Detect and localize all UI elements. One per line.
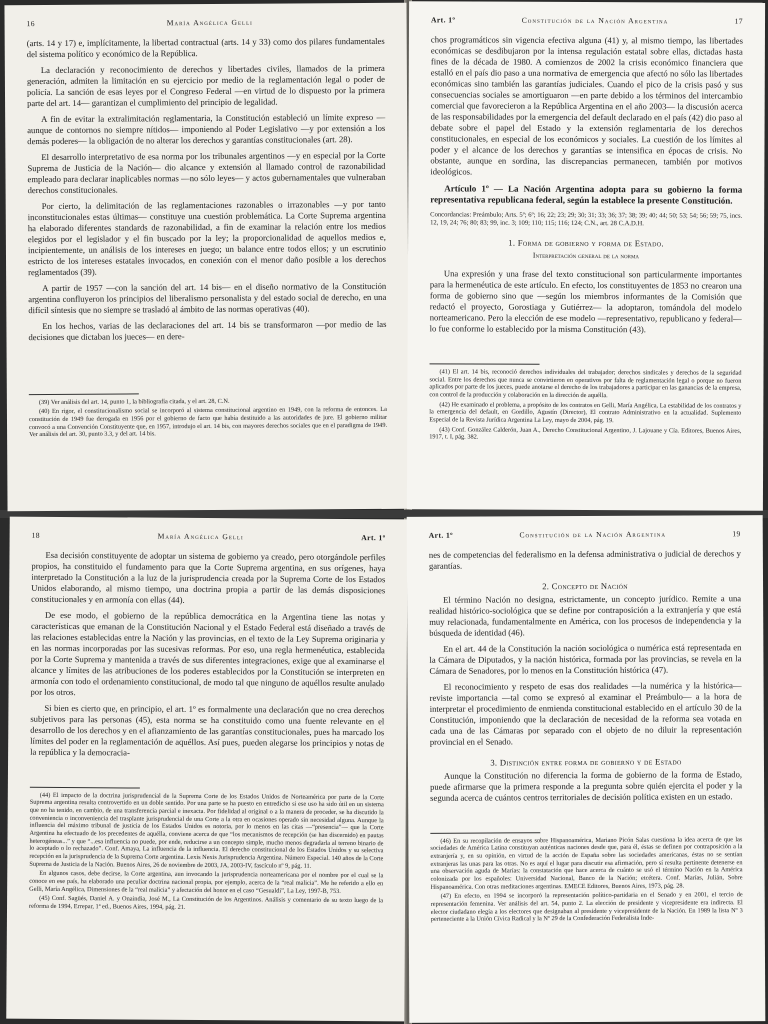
paragraph: De ese modo, el gobierno de la república democrática en la Argentina tiene las notas y características que emanan de la Constitución Nacional y el Estado Federal está diseñado a través de las relaciones establecidas entre la Nación y las provincias, en el texto de la Ley Suprema originaria y en las normas incorporadas por las sucesivas reformas. Por eso, una regla hermenéutica, establecida por la Corte Suprema y mantenida a través de sus diferentes integraciones, exige que al examinarse el alcance y límites de las atribuciones de los poderes establecidos por la Constitución se interpreten en armonía con todo el ordenamiento constitucional, de modo tal que ninguno de aquéllos resulte anulado por los otros. [30,609,386,697]
footnote: (45) Conf. Sagüés, Daniel A. y Onaindia, José M., La Constitución de los Argentinos. Análisis y comentario de su texto luego de la reforma de 1994, Errepar, 1ª ed., Buenos Aires, 1994, pág. 21. [29,895,384,911]
footnote: (42) He examinado el problema, a propósito de los contratos en Gelli, María Angélica, La estabilidad de los contratos y la emergencia del default, en Gordillo, Agustín (Director), El contrato Administrativo en la actualidad. Suplemento Especial de la Revista Jurídica Argentina La Ley, mayo de 2004, pág. 19. [429,400,742,425]
article-tag: Art. 1º [361,533,386,543]
book-title: Constitución de la Nación Argentina [519,529,666,540]
footnote-rule [30,786,140,788]
page-17 [407,1,765,511]
author-name: María Angélica Gelli [157,531,244,542]
paragraph: El reconocimiento y respeto de esas dos realidades —la numérica y la histórica— reviste importancia —tal como se expresó al examinar el Preámbulo— a la hora de interpretar el procedimiento de enmienda constitucional establecido en el artículo 30 de la Constitución, imponiendo que la declaración de necesidad de la reforma sea votada en cada una de las Cámaras por separado con el objeto de no diluir la representación provincial en el Senado. [429,679,742,747]
page-number: 16 [26,19,36,29]
footnote-rule [29,393,139,395]
paragraph: En los hechos, varias de las declaraciones del art. 14 bis se transformaron —por medio de las decisiones que dictaban los jueces— en dere- [28,318,387,342]
section-subtitle: Interpretación general de la norma [532,250,640,261]
footnote-rule [430,363,540,364]
paragraph: (arts. 14 y 17) e, implícitamente, la libertad contractual (arts. 14 y 33) como dos pilares fundamentales del sistema político y económico de la República. [26,35,385,59]
paragraph: Aunque la Constitución no diferencia la forma de gobierno de la forma de Estado, puede afirmarse que la primera responde a la pregunta sobre quién ejercita el poder y la segunda acerca de cuántos centros territoriales de decisión política existen en un estado. [430,768,743,803]
footnote: (47) En efecto, en 1994 se incorporó la representación político-partidaria en el Senado y en 2001, el tercio de representación femenina. Ver análisis del art. 54, punto 2. La elección de presidente y vicepresidente era indirecta. El elector ciudadano elegía a los electores que designaban al presidente y vicepresidente de la Nación. En 1989 la lista Nº 3 perteneciente a la Unión Cívica Radical y la Nº 29 de la Confederación Federalista Inde- [430,891,743,924]
footnote: (39) Ver análisis del art. 14, punto 1, la bibliografía citada, y el art. 28, C.N. [38,397,230,406]
running-head [27,17,385,29]
running-head [32,531,386,543]
paragraph: nes de competencias del federalismo en la defensa administrativa o judicial de derechos y garantías. [428,547,741,571]
paragraph: Esa decisión constituyente de adoptar un sistema de gobierno ya creado, pero otorgándole perfiles propios, ha constituido el fundamento para que la Corte Suprema argentina, en sus orígenes, haya interpretado la Constitución a la luz de la jurisprudencia creada por la Suprema Corte de los Estados Unidos elaborando, al mismo tiempo, una doctrina propia a partir de las demás disposiciones constitucionales y en armonía con ellas (44). [31,549,386,605]
page-19 [407,515,766,1023]
paragraph: El desarrollo interpretativo de esa norma por los tribunales argentinos —y en especial por la Corte Suprema de Justicia de la Nación— dio alcance y extensión al llamado control de razonabilidad empleado para declarar inaplicables normas —no sólo leyes— y actos gubernamentales que vulneraban derechos constitucionales. [27,149,386,195]
page-18 [6,517,407,1022]
paragraph: A fin de evitar la extralimitación reglamentaria, la Constitución estableció un límite expreso —aunque de contornos no siempre nítidos— imponiendo al Poder Legislativo —y por extensión a los demás poderes— la obligación de no alterar los derechos y garantías constitucionales (art. 28). [27,111,386,146]
paragraph: Si bien es cierto que, en principio, el art. 1º es formalmente una declaración que no crea derechos subjetivos para las personas (45), esta norma se ha constituido como una fuente relevante en el desarrollo de los derechos y en el afianzamiento de las garantías constitucionales, pues ha marcado los límites del poder en la reglamentación de aquéllos. Así pues, pueden alegarse los principios y notas de la república y la democracia- [30,702,385,758]
page-number: 19 [732,529,741,539]
concordances: Concordancias: Preámbulo; Arts. 5º; 6º; 16; 22; 23; 29; 30; 31; 33; 36; 37; 38; 39; 40; 44; 50; 53; 54; 56; 59; 75, incs. 12, 19, 24; 76; 80; 83; 99, inc. 3; 109; 110; 115; 116; 124; C.N., art. 28 C.A.D.H. [430,211,743,228]
section-title: 2. Concepto de Nación [542,580,628,591]
footnote: (44) El impacto de la doctrina jurisprudencial de la Suprema Corte de los Estados Unidos de Norteamérica por parte de la Corte Suprema argentina resulta controvertido en un doble sentido. Por una parte se ha puesto en entredicho si ese uso ha sido útil en un sistema que no ha tenido, en cambio, de una transferencia parcial e inexacta. Por fidelidad al original o a la manera de proceder, se ha discutido la conveniencia o inconveniencia del trasplante jurisprudencial de una Corte a la otra en ocasiones operado sin necesidad alguna. Aunque la influencia del máximo tribunal de justicia de los Estados Unidos es notoria, por lo menos en las citas —“presencia”— que la Corte Argentina ha efectuado de los precedentes de aquélla, conviene acerca de que “los mecanismos de recepción (se han discernido) en pautas heterogéneas...” y que “...esa influencia no puede, por ende, reducirse a un concepto simple, mucho menos degradarla al terreno binario de lo aceptado o lo rechazado”. Conf. Amaya, La influencia de la influencia. El derecho constitucional de los Estados Unidos y su selectiva recepción en la jurisprudencia de la Suprema Corte argentina. Lexis Nexis Jurisprudencia Argentina. Número Especial. 140 años de la Corte Suprema de Justicia de la Nación. Buenos Aires, 26 de noviembre de 2003, JA, 2003-IV, fascículo nº 9, pág. 11. [29,791,384,870]
footnote: (43) Conf. González Calderón, Juan A., Derecho Constitucional Argentino, J. Lajouane y Cía. Editores, Buenos Aires, 1917, t. I, pág. 382. [429,426,742,441]
paragraph: El término Nación no designa, estrictamente, un concepto jurídico. Remite a una realidad histórico-sociológica que se define por contraposición a la extranjería y que está muy relacionada, fundamentalmente en América, con los procesos de independencia y la búsqueda de identidad (46). [429,592,742,638]
paragraph: A partir de 1957 —con la sanción del art. 14 bis— en el diseño normativo de la Constitución argentina confluyeron los principios del liberalismo personalista y del estado social de derecho, en una difícil síntesis que no siempre se trasladó al ámbito de las normas operativas (40). [28,280,387,315]
page-16 [4,3,409,511]
running-head [429,529,741,540]
footnote: En algunos casos, debe decirse, la Corte argentina, aun invocando la jurisprudencia norteamericana por el nombre por el cual se la conoce en ese país, ha elaborado una peculiar doctrina nacional propia, por ejemplo, acerca de la “real malicia”. Me he referido a ello en Gelli, María Angélica, Dimensiones de la “real malicia” y afectación del honor en el caso “Gesualdi”, La Ley, 1997-B, 753. [29,870,384,895]
article-tag: Art. 1º [431,15,456,25]
paragraph: En el art. 44 de la Constitución la nación sociológica o numérica está representada en la Cámara de Diputados, y la nación histórica, formada por las provincias, se revela en la Cámara de Senadores, por lo menos en la Constitución histórica (47). [429,641,742,676]
paragraph: chos programáticos sin vigencia efectiva alguna (41) y, al mismo tiempo, las libertades económicas se desdibujaron por la intensa regulación estatal sobre ellas, dictadas hasta fines de la década de 1980. A comienzos de 2002 la crisis económico financiera que estalló en el país dio paso a una normativa de emergencia que afectó no sólo las libertades económicas sino también las garantías judiciales. Cuando el pico de la crisis pasó y sus consecuencias sociales se amortiguaron —en parte debido a los términos del intercambio comercial que favorecieron a la República Argentina en el año 2003— la discusión acerca de las responsabilidades por la emergencia del default declarado en el país (42) dio paso al debate sobre el papel del Estado y la extensión reglamentaria de los derechos constitucionales, en especial de los económicos y sociales. La cuestión de los límites al poder y el alcance de los derechos y garantías se intensifica en épocas de crisis. No obstante, aunque en sordina, las discrepancias permanecen, también por motivos ideológicos. [430,34,743,177]
page-number: 17 [734,16,744,26]
footnote: (40) En rigor, el constitucionalismo social se incorporó al sistema constitucional argentino en 1949, con la reforma de entonces. La constitución de 1949 fue derogada en 1956 por el gobierno de facto que había destituido a las autoridades de jure. El gobierno militar convocó a una Convención Constituyente que, en 1957, introdujo el art. 14 bis, con mayores derechos sociales que en el paradigma de 1949. Ver análisis del art. 30, punto 3.3, y del art. 14 bis. [28,406,388,439]
page-number: 18 [31,530,41,540]
book-title: Constitución de la Nación Argentina [521,15,669,26]
author-name: María Angélica Gelli [166,17,253,28]
footnote: (46) En su recopilación de ensayos sobre Hispanoamérica, Mariano Picón Salas cuestiona la idea acerca de que las sociedades de América Latina constituyan auténticas naciones desde que, para él, éstas se definen por contraposición a la extranjería y, en su opinión, en virtud de la acción de España sobre las sociedades americanas, éstas no se sentían extranjeras las unas para las otras. No es aquí el lugar para discutir esa afirmación, pero sí resulta pertinente detenerse en una observación aguda de Marías: la constatación que hace acerca de cuánto se usó el término Nación en la América colonizada por los españoles: Universidad Nacional, Banco de la Nación; etcétera. Conf. Marías, Julián, Sobre Hispanoamérica. Con otras meditaciones argentinas. EMECE Editores, Buenos Aires, 1973, pág. 28. [430,835,743,891]
section-title: 1. Forma de gobierno y forma de Estado. [508,237,664,249]
article-tag: Art. 1º [428,530,454,540]
footnote: (41) El art. 14 bis, reconoció derechos individuales del trabajador; derechos sindicales y derechos de la seguridad social. Entre los derechos que nunca se convirtieron en operativos por falta de reglamentación legal o porque no fueron aplicados por parte de los jueces, puede anotarse el derecho de los trabajadores a participar en las ganancias de la empresa, con control de la producción y colaboración en la dirección de aquélla. [429,368,742,400]
paragraph: La declaración y reconocimiento de derechos y libertades civiles, llamados de la primera generación, admiten la limitación en su ejercicio por medio de la reglamentación legal o poder de policía. La sanción de esas leyes por el Congreso Federal —en virtud de lo dispuesto por la primera parte del art. 14— garantizan el cumplimiento del principio de legalidad. [26,62,386,108]
footnote-rule [430,832,540,834]
section-title: 3. Distinción entre forma de gobierno y de Estado [490,756,682,768]
article-heading: Artículo 1º — La Nación Argentina adopta para su gobierno la forma representativa republicana federal, según la establece la presente Constitución. [430,183,743,206]
paragraph: Una expresión y una frase del texto constitucional son particularmente importantes para la hermenéutica de este artículo. En efecto, los constituyentes de 1853 no crearon una forma de gobierno sino que —según los miembros informantes de la Comisión que redactó el proyecto, Gorostiaga y Gutiérrez— la adoptaron, tomándola del modelo norteamericano. Pero la elección de ese modelo —representativo, republicano y federal— lo fue conforme lo establecido por la misma Constitución (43). [429,268,742,335]
running-head [431,15,743,26]
paragraph: Por cierto, la delimitación de las reglamentaciones razonables o irrazonables —y por tanto inconstitucionales estas últimas— constituye una cuestión problemática. La Corte Suprema argentina ha elaborado diferentes standards de razonabilidad, a fin de examinar la relación entre los medios elegidos por el legislador y el fin buscado por la ley; la proporcionalidad de aquellos medios e, incipientemente, un análisis de los intereses en juego; un balance entre todos ellos; y un escrutinio estricto de los intereses estatales invocados, en conexión con el menor daño posible a los derechos reglamentados (39). [27,198,387,277]
